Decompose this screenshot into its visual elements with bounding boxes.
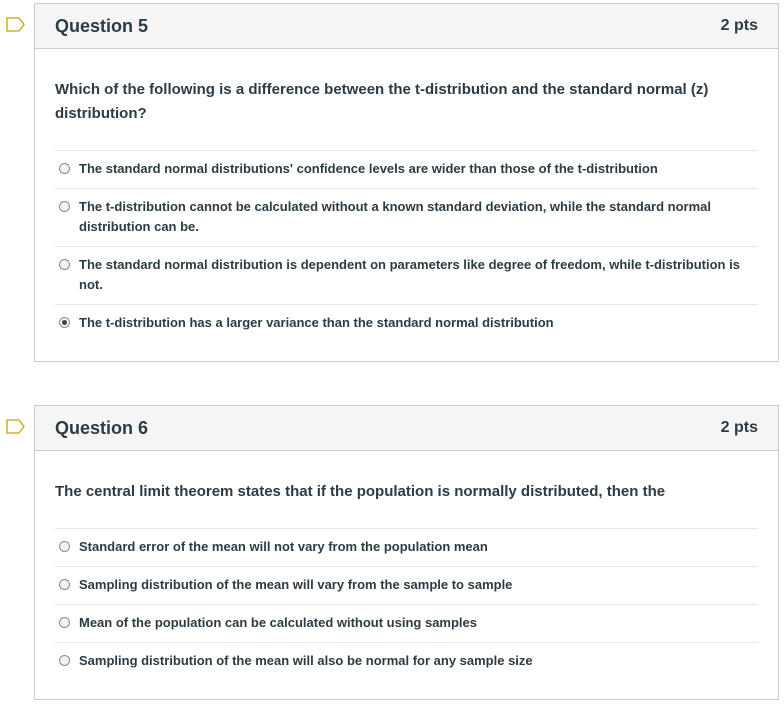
radio-button-icon[interactable] [59, 201, 70, 212]
question-body [35, 49, 778, 342]
question-header [35, 406, 778, 451]
answer-option[interactable] [55, 246, 758, 304]
answer-option[interactable] [55, 528, 758, 566]
question-6 [34, 405, 779, 700]
question-text: The central limit theorem states that if the population is normally distributed, then the [55, 483, 666, 500]
question-points: 2 pts [720, 419, 758, 436]
radio-button-icon[interactable] [59, 655, 70, 666]
answer-label: Sampling distribution of the mean will also be normal for any sample size [79, 653, 533, 668]
answer-label: Sampling distribution of the mean will vary from the sample to sample [79, 577, 513, 592]
question-text: Which of the following is a difference between the t-distribution and the standard normal (z) distribution? [55, 81, 709, 122]
answer-label: The t-distribution has a larger variance than the standard normal distribution [79, 315, 554, 330]
radio-button-selected-icon[interactable] [59, 317, 70, 328]
answer-list [55, 150, 758, 342]
answer-label: The standard normal distributions' confidence levels are wider than those of the t-distribution [79, 161, 658, 176]
flag-question-icon[interactable] [6, 419, 25, 434]
answer-option[interactable] [55, 604, 758, 642]
answer-label: The standard normal distribution is dependent on parameters like degree of freedom, while t-distribution is not. [79, 257, 740, 292]
flag-question-icon[interactable] [6, 17, 25, 32]
question-title: Question 5 [55, 15, 149, 36]
answer-list [55, 528, 758, 680]
question-5 [34, 3, 779, 362]
radio-button-icon[interactable] [59, 617, 70, 628]
answer-label: Standard error of the mean will not vary from the population mean [79, 539, 488, 554]
answer-label: The t-distribution cannot be calculated without a known standard deviation, while the standard normal distribution can be. [79, 199, 712, 234]
answer-option[interactable] [55, 642, 758, 680]
answer-label: Mean of the population can be calculated without using samples [79, 615, 477, 630]
answer-option[interactable] [55, 304, 758, 342]
radio-button-icon[interactable] [59, 259, 70, 270]
answer-option[interactable] [55, 566, 758, 604]
question-header [35, 4, 778, 49]
answer-option[interactable] [55, 188, 758, 246]
question-body [35, 451, 778, 680]
question-title: Question 6 [55, 417, 149, 438]
answer-option[interactable] [55, 150, 758, 188]
radio-button-icon[interactable] [59, 579, 70, 590]
radio-button-icon[interactable] [59, 541, 70, 552]
radio-button-icon[interactable] [59, 163, 70, 174]
question-points: 2 pts [720, 17, 758, 34]
